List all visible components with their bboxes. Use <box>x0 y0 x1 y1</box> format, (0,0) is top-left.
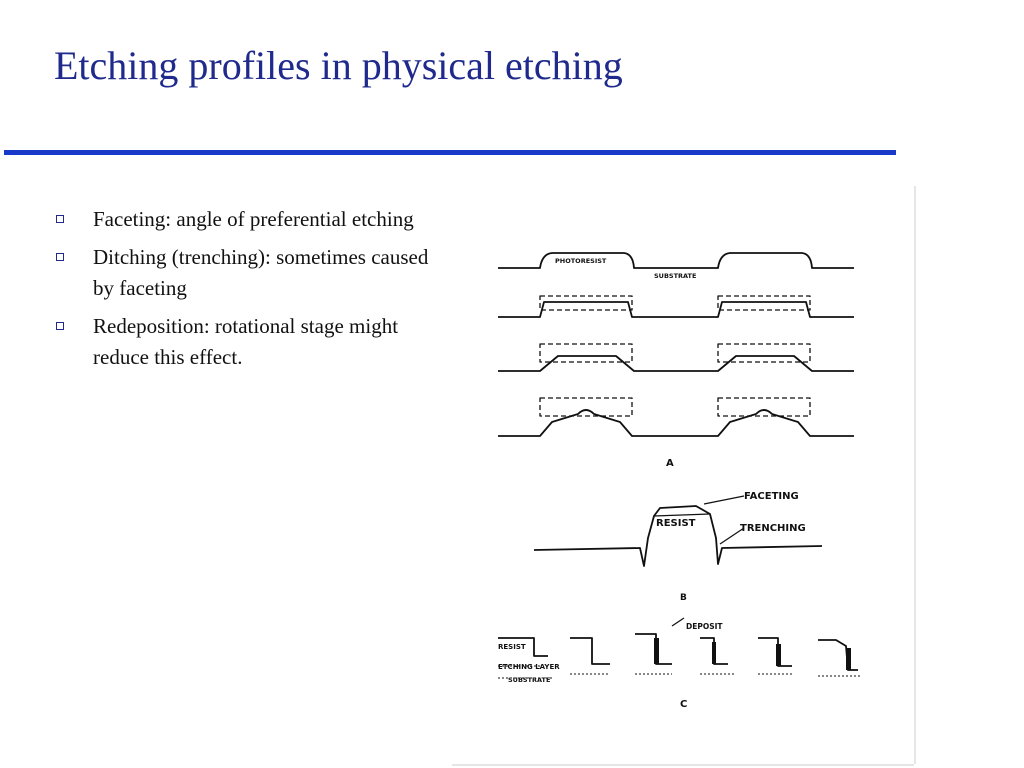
panel-a-row-3 <box>498 344 854 371</box>
etching-profiles-figure <box>452 186 914 764</box>
label-photoresist: PHOTORESIST <box>555 257 607 265</box>
square-bullet-icon <box>56 215 64 223</box>
label-substrate: SUBSTRATE <box>654 272 697 280</box>
bullet-item <box>56 311 436 373</box>
bullet-text: Ditching (trenching): sometimes caused by faceting <box>93 245 429 300</box>
bullet-list <box>56 204 436 380</box>
label-panel-b: B <box>680 593 687 603</box>
label-trenching: TRENCHING <box>740 523 806 534</box>
square-bullet-icon <box>56 253 64 261</box>
panel-a-row-1 <box>498 253 854 268</box>
label-resist-c: RESIST <box>498 643 526 651</box>
figure-labels <box>498 257 806 710</box>
bullet-text: Redeposition: rotational stage might reduce this effect. <box>93 314 399 369</box>
label-panel-a: A <box>666 458 674 469</box>
bullet-item <box>56 242 436 304</box>
redeposit-fills <box>654 638 851 670</box>
slide-title: Etching profiles in physical etching <box>54 43 623 88</box>
bullet-text: Faceting: angle of preferential etching <box>93 207 414 231</box>
title-divider <box>4 150 896 155</box>
square-bullet-icon <box>56 322 64 330</box>
label-faceting: FACETING <box>744 491 799 502</box>
label-substrate-c: SUBSTRATE <box>508 676 551 684</box>
label-etching-layer: ETCHING LAYER <box>498 663 560 671</box>
panel-a-row-2 <box>498 296 854 317</box>
bullet-item <box>56 204 436 235</box>
label-deposit: DEPOSIT <box>686 622 723 631</box>
panel-a-row-4 <box>498 398 854 436</box>
etching-diagram <box>452 186 914 764</box>
label-resist-b: RESIST <box>656 518 696 529</box>
label-panel-c: C <box>680 699 688 710</box>
